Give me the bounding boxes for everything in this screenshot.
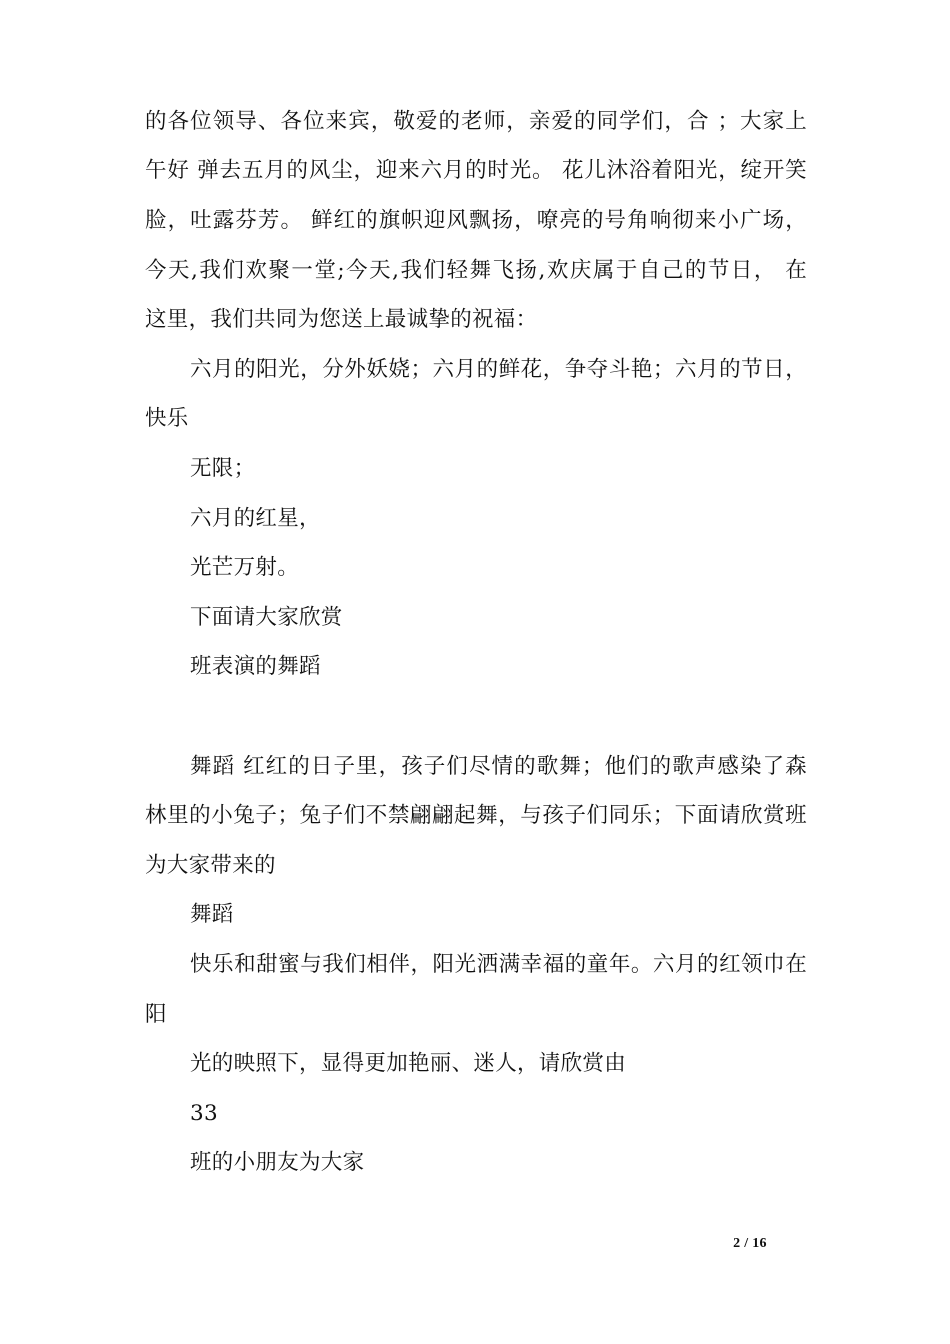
paragraph-line: 快乐: [145, 406, 189, 431]
paragraph-line: 午好 弹去五月的风尘，迎来六月的时光。 花儿沐浴着阳光，绽开笑: [145, 158, 807, 183]
paragraph-line: 光芒万射。: [190, 555, 300, 580]
paragraph-line: 今天,我们欢聚一堂;今天,我们轻舞飞扬,欢庆属于自己的节日， 在: [145, 258, 807, 283]
paragraph-line: 脸，吐露芬芳。 鲜红的旗帜迎风飘扬，嘹亮的号角响彻来小广场，: [145, 208, 807, 233]
paragraph-line: 下面请大家欣赏: [190, 605, 343, 630]
paragraph-line: 的各位领导、各位来宾，敬爱的老师，亲爱的同学们，合 ；大家上: [145, 109, 807, 134]
paragraph-line: 六月的红星，: [190, 506, 321, 531]
paragraph-line: 无限；: [190, 456, 256, 481]
paragraph-line: 为大家带来的: [145, 853, 276, 878]
paragraph-line: 班的小朋友为大家: [190, 1150, 365, 1175]
paragraph-line: 林里的小兔子；兔子们不禁翩翩起舞，与孩子们同乐；下面请欣赏班: [145, 803, 807, 828]
paragraph-line: 快乐和甜蜜与我们相伴，阳光洒满幸福的童年。六月的红领巾在: [190, 952, 807, 977]
paragraph-line: 班表演的舞蹈: [190, 654, 321, 679]
page-number: 2 / 16: [733, 1236, 767, 1251]
paragraph-line: 光的映照下，显得更加艳丽、迷人，请欣赏由: [190, 1051, 627, 1076]
paragraph-line: 六月的阳光，分外妖娆；六月的鲜花，争夺斗艳；六月的节日，: [190, 357, 807, 382]
paragraph-line: 舞蹈: [190, 902, 234, 927]
paragraph-line: 这里，我们共同为您送上最诚挚的祝福：: [145, 307, 538, 332]
paragraph-line: 舞蹈 红红的日子里，孩子们尽情的歌舞；他们的歌声感染了森: [190, 754, 807, 779]
paragraph-line: 33: [190, 1101, 218, 1126]
paragraph-line: 阳: [145, 1002, 167, 1027]
